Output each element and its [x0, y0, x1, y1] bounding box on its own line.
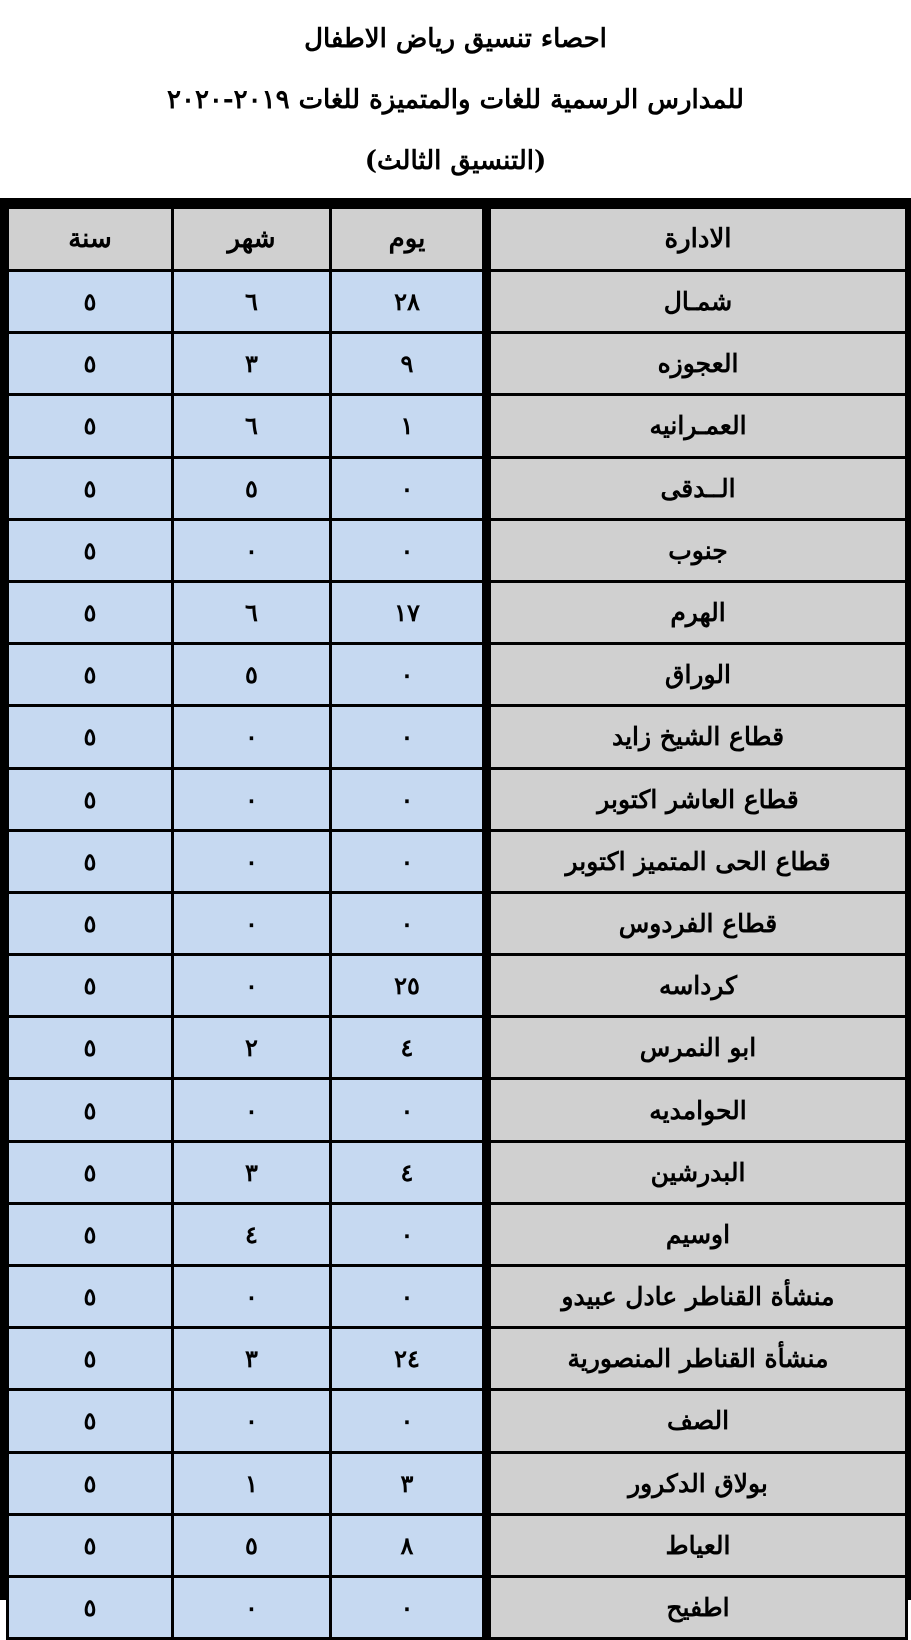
cell-day: ٠ [331, 768, 487, 830]
page-title: احصاء تنسيق رياض الاطفال [304, 24, 607, 54]
cell-month: ٠ [173, 519, 331, 581]
cell-month: ٤ [173, 1203, 331, 1265]
cell-year: ٥ [8, 1017, 173, 1079]
cell-year: ٥ [8, 1390, 173, 1452]
table-row [8, 830, 907, 892]
cell-month: ٠ [173, 768, 331, 830]
cell-day: ٠ [331, 892, 487, 954]
cell-day: ٠ [331, 1576, 487, 1638]
table-row [8, 706, 907, 768]
cell-month: ٠ [173, 1266, 331, 1328]
cell-year: ٥ [8, 519, 173, 581]
cell-admin: اطفيح [487, 1576, 907, 1638]
cell-year: ٥ [8, 1514, 173, 1576]
cell-month: ٦ [173, 395, 331, 457]
cell-day: ٢٨ [331, 271, 487, 333]
table-row [8, 955, 907, 1017]
cell-admin: الــدقى [487, 457, 907, 519]
cell-year: ٥ [8, 1452, 173, 1514]
cell-year: ٥ [8, 333, 173, 395]
header-month: شهر [173, 208, 331, 271]
cell-month: ٣ [173, 1328, 331, 1390]
cell-admin: منشأة القناطر عادل عبيدو [487, 1266, 907, 1328]
cell-month: ٦ [173, 271, 331, 333]
cell-admin: منشأة القناطر المنصورية [487, 1328, 907, 1390]
table-row [8, 892, 907, 954]
cell-day: ٩ [331, 333, 487, 395]
cell-admin: قطاع العاشر اكتوبر [487, 768, 907, 830]
cell-day: ٢٤ [331, 1328, 487, 1390]
cell-admin: قطاع الفردوس [487, 892, 907, 954]
table-row [8, 1203, 907, 1265]
cell-year: ٥ [8, 892, 173, 954]
table-row [8, 1390, 907, 1452]
table-header-row [8, 208, 907, 271]
cell-day: ٠ [331, 706, 487, 768]
table-row [8, 519, 907, 581]
cell-month: ٣ [173, 1141, 331, 1203]
cell-day: ٠ [331, 519, 487, 581]
table-row [8, 1452, 907, 1514]
cell-month: ٠ [173, 830, 331, 892]
cell-year: ٥ [8, 768, 173, 830]
cell-admin: الهرم [487, 581, 907, 643]
table-row [8, 1514, 907, 1576]
cell-year: ٥ [8, 581, 173, 643]
cell-admin: بولاق الدكرور [487, 1452, 907, 1514]
table-row [8, 1141, 907, 1203]
cell-year: ٥ [8, 955, 173, 1017]
table-row [8, 271, 907, 333]
header-admin: الادارة [487, 208, 907, 271]
cell-admin: ابو النمرس [487, 1017, 907, 1079]
cell-month: ٥ [173, 457, 331, 519]
cell-day: ٠ [331, 1266, 487, 1328]
cell-admin: قطاع الشيخ زايد [487, 706, 907, 768]
cell-year: ٥ [8, 1079, 173, 1141]
cell-admin: الصف [487, 1390, 907, 1452]
table-row [8, 581, 907, 643]
cell-day: ٠ [331, 1203, 487, 1265]
cell-day: ٢٥ [331, 955, 487, 1017]
cell-admin: العجوزه [487, 333, 907, 395]
table-row [8, 1017, 907, 1079]
cell-year: ٥ [8, 1141, 173, 1203]
cell-admin: الوراق [487, 644, 907, 706]
cell-month: ٥ [173, 1514, 331, 1576]
cell-month: ٠ [173, 1576, 331, 1638]
cell-admin: العياط [487, 1514, 907, 1576]
table-row [8, 1576, 907, 1638]
cell-month: ٠ [173, 1079, 331, 1141]
header-year: سنة [8, 208, 173, 271]
statistics-table-frame [0, 198, 911, 1623]
cell-day: ٤ [331, 1017, 487, 1079]
cell-month: ٠ [173, 706, 331, 768]
cell-month: ٠ [173, 892, 331, 954]
cell-month: ٥ [173, 644, 331, 706]
table-row [8, 644, 907, 706]
cell-day: ٨ [331, 1514, 487, 1576]
cell-day: ٠ [331, 644, 487, 706]
table-row [8, 1079, 907, 1141]
table-row [8, 457, 907, 519]
cell-admin: البدرشين [487, 1141, 907, 1203]
cell-year: ٥ [8, 1328, 173, 1390]
cell-day: ٣ [331, 1452, 487, 1514]
cell-day: ٠ [331, 457, 487, 519]
cell-month: ٢ [173, 1017, 331, 1079]
round-label: (التنسيق الثالث) [364, 146, 547, 176]
cell-year: ٥ [8, 644, 173, 706]
cell-year: ٥ [8, 457, 173, 519]
cell-admin: شمـال [487, 271, 907, 333]
cell-admin: العمـرانيه [487, 395, 907, 457]
cell-admin: الحوامديه [487, 1079, 907, 1141]
cell-month: ٣ [173, 333, 331, 395]
cell-admin: جنوب [487, 519, 907, 581]
page-subtitle: للمدارس الرسمية للغات والمتميزة للغات ٢٠١٩-٢٠٢٠ [167, 85, 744, 115]
cell-year: ٥ [8, 1576, 173, 1638]
cell-year: ٥ [8, 1266, 173, 1328]
cell-day: ٠ [331, 830, 487, 892]
cell-month: ٠ [173, 1390, 331, 1452]
cell-year: ٥ [8, 395, 173, 457]
cell-day: ٠ [331, 1390, 487, 1452]
cell-year: ٥ [8, 706, 173, 768]
cell-admin: اوسيم [487, 1203, 907, 1265]
table-row [8, 333, 907, 395]
cell-year: ٥ [8, 271, 173, 333]
cell-day: ١ [331, 395, 487, 457]
cell-year: ٥ [8, 1203, 173, 1265]
cell-month: ٦ [173, 581, 331, 643]
cell-year: ٥ [8, 830, 173, 892]
cell-day: ٠ [331, 1079, 487, 1141]
cell-month: ٠ [173, 955, 331, 1017]
header-day: يوم [331, 208, 487, 271]
cell-admin: قطاع الحى المتميز اكتوبر [487, 830, 907, 892]
table-row [8, 1266, 907, 1328]
cell-day: ١٧ [331, 581, 487, 643]
table-row [8, 395, 907, 457]
cell-day: ٤ [331, 1141, 487, 1203]
statistics-table [6, 206, 908, 1640]
cell-admin: كرداسه [487, 955, 907, 1017]
cell-month: ١ [173, 1452, 331, 1514]
table-row [8, 1328, 907, 1390]
table-row [8, 768, 907, 830]
